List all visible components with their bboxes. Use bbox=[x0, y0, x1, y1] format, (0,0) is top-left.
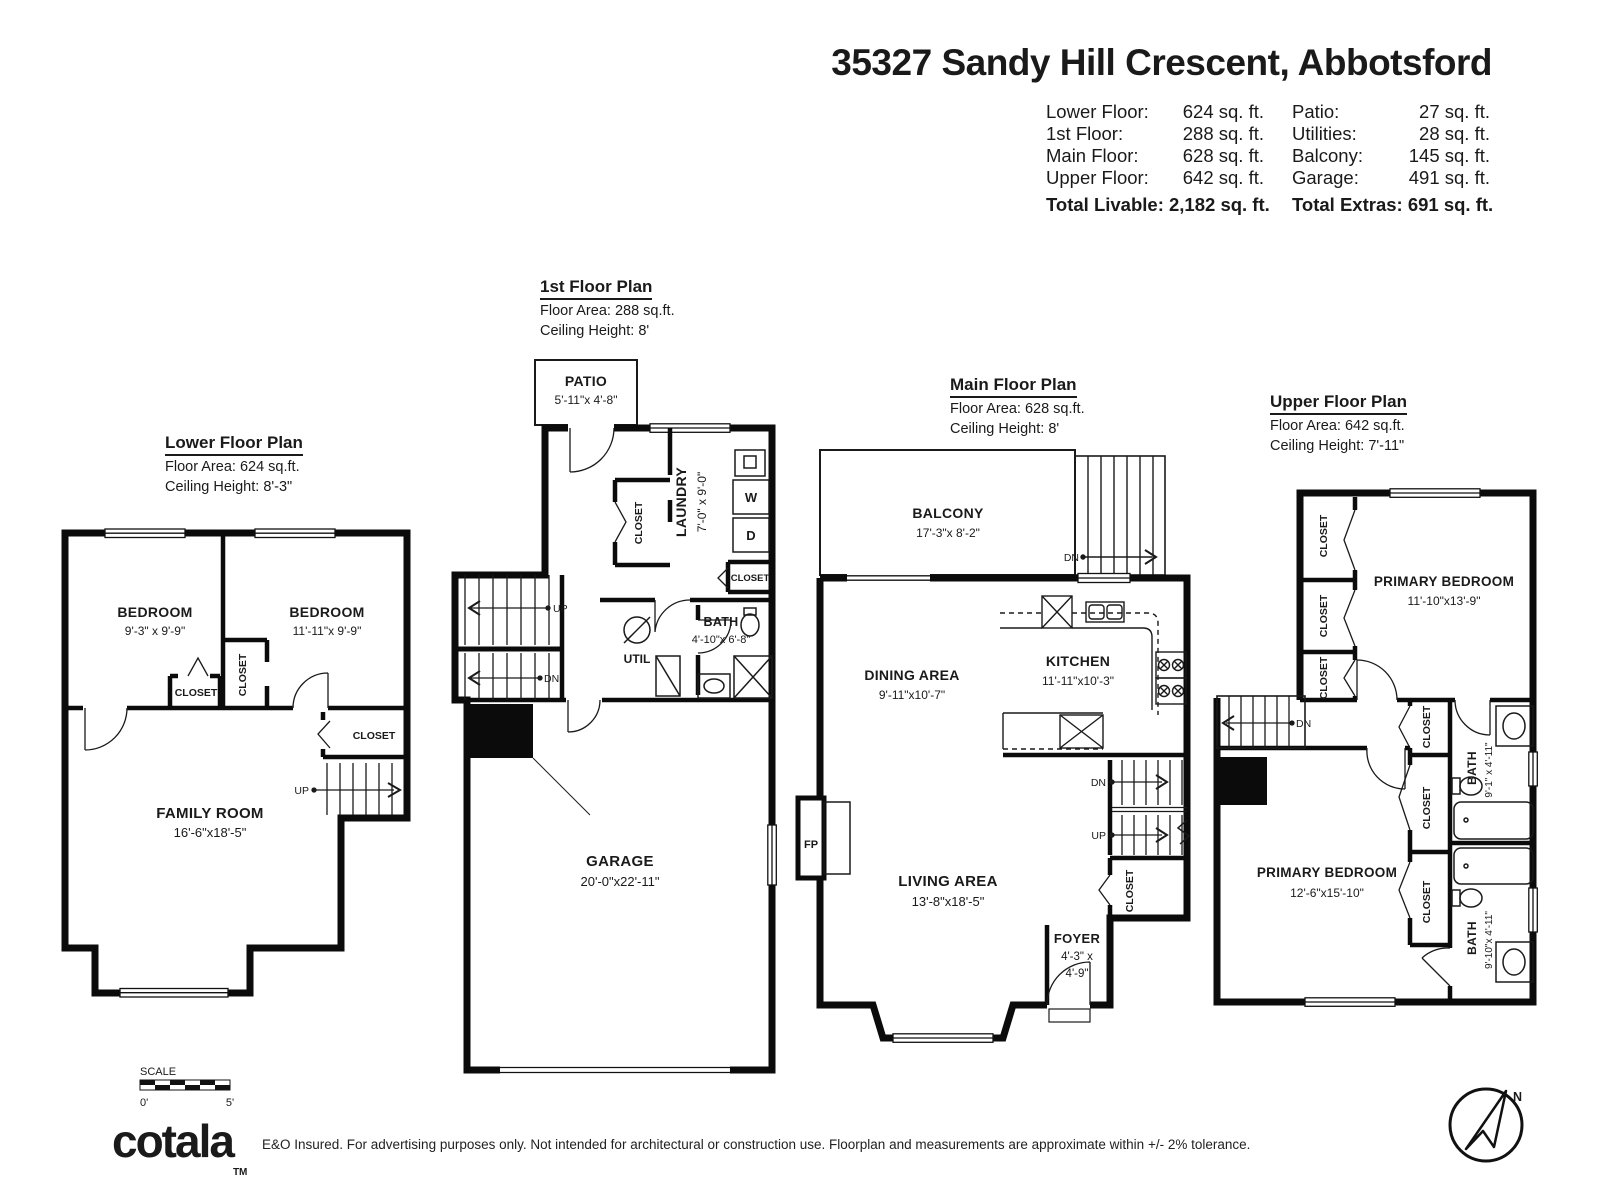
sink-icon bbox=[704, 679, 724, 693]
brand-logo bbox=[112, 1114, 247, 1178]
stat-label: Patio: bbox=[1292, 101, 1340, 122]
room-label: PRIMARY BEDROOM bbox=[1256, 865, 1398, 880]
closet-label: CLOSET bbox=[352, 730, 396, 742]
balcony-stairs bbox=[1075, 456, 1165, 575]
stat-value: 28 sq. ft. bbox=[1419, 123, 1490, 144]
upper-plan-area: Floor Area: 642 sq.ft. bbox=[1270, 418, 1405, 434]
room-dims: 9'-1" x 4'-11" bbox=[1484, 742, 1495, 798]
stat-row bbox=[1046, 101, 1264, 123]
room-label: BATH bbox=[1465, 921, 1479, 955]
lower-doors bbox=[85, 658, 330, 750]
wall-corner-block bbox=[467, 704, 533, 758]
stat-row bbox=[1292, 123, 1490, 145]
stat-row bbox=[1046, 167, 1264, 189]
scale-bar bbox=[135, 1064, 255, 1114]
toilet-icon bbox=[1460, 889, 1482, 907]
room-label: DINING AREA bbox=[864, 667, 960, 683]
upper-plan-ceiling: Ceiling Height: 7'-11" bbox=[1270, 438, 1405, 454]
room-dims: 9'-3" x 9'-9" bbox=[124, 624, 186, 638]
main-plan-title: Main Floor Plan bbox=[950, 375, 1077, 398]
stat-value: 288 sq. ft. bbox=[1182, 123, 1264, 144]
dryer-label: D bbox=[746, 528, 756, 543]
scale-label: SCALE bbox=[140, 1066, 177, 1078]
lower-floor-plan-drawing bbox=[60, 430, 420, 1010]
room-dims: 13'-8"x18'-5" bbox=[911, 894, 985, 909]
sink-icon bbox=[1503, 949, 1525, 975]
stat-label: 1st Floor: bbox=[1046, 123, 1124, 144]
closet-label: CLOSET bbox=[1318, 656, 1330, 700]
room-dims: 5'-11"x 4'-8" bbox=[554, 393, 618, 407]
laundry-sink bbox=[735, 450, 765, 476]
stat-value: 628 sq. ft. bbox=[1182, 145, 1264, 166]
room-label: KITCHEN bbox=[1045, 653, 1111, 669]
room-label: GARAGE bbox=[586, 853, 654, 870]
lower-plan-title: Lower Floor Plan bbox=[165, 433, 303, 456]
stairs-up-label: UP bbox=[1091, 830, 1106, 842]
lower-plan-area: Floor Area: 624 sq.ft. bbox=[165, 459, 300, 475]
upper-stairs bbox=[1217, 696, 1305, 748]
toilet-tank bbox=[1452, 890, 1460, 906]
kitchen-counters bbox=[1000, 596, 1186, 749]
lower-stairs-up bbox=[312, 763, 400, 815]
stairs-down-label: DN bbox=[544, 673, 560, 685]
closet-label: CLOSET bbox=[1124, 869, 1136, 913]
closet-label: CLOSET bbox=[1318, 514, 1330, 558]
washer-label: W bbox=[744, 490, 758, 505]
room-dims: 9'-11"x10'-7" bbox=[878, 688, 946, 702]
upper-floor-plan-drawing bbox=[1190, 390, 1540, 1015]
fireplace bbox=[798, 798, 850, 878]
room-dims: 4'-10"x 6'-8" bbox=[691, 634, 751, 646]
closet-label: CLOSET bbox=[237, 653, 249, 697]
toilet-icon bbox=[741, 614, 759, 636]
stat-row bbox=[1292, 145, 1490, 167]
room-dims: 9'-10"x 4'-11" bbox=[1484, 911, 1495, 969]
vanity bbox=[1496, 706, 1533, 746]
room-label: BALCONY bbox=[912, 505, 984, 521]
lower-plan-ceiling: Ceiling Height: 8'-3" bbox=[165, 479, 293, 495]
area-stats-right bbox=[1292, 101, 1490, 189]
wall-corner-block bbox=[1217, 757, 1267, 805]
main-plan-ceiling: Ceiling Height: 8' bbox=[950, 421, 1060, 437]
vanity bbox=[698, 674, 730, 698]
stairs-down-label: DN bbox=[1296, 718, 1312, 730]
total-extras: Total Extras: 691 sq. ft. bbox=[1292, 194, 1494, 215]
closet-label: CLOSET bbox=[174, 687, 218, 699]
stat-value: 27 sq. ft. bbox=[1419, 101, 1490, 122]
closet-label: CLOSET bbox=[633, 501, 645, 545]
room-dims: 11'-11"x 9'-9" bbox=[292, 624, 362, 638]
room-dims: 11'-10"x13'-9" bbox=[1407, 594, 1481, 608]
stairs-up-label: UP bbox=[294, 785, 309, 797]
room-dims: 4'-3" x bbox=[1061, 951, 1093, 963]
lower-outer-walls bbox=[65, 533, 407, 993]
page-title: 35327 Sandy Hill Crescent, Abbotsford bbox=[831, 42, 1492, 83]
closet-label: CLOSET bbox=[1421, 705, 1433, 749]
stat-label: Utilities: bbox=[1292, 123, 1357, 144]
toilet-tank bbox=[1452, 778, 1460, 794]
closet-label: CLOSET bbox=[1421, 786, 1433, 830]
room-label: FAMILY ROOM bbox=[156, 805, 264, 822]
corner-diagonal bbox=[533, 758, 590, 815]
room-dims: 20'-0"x22'-11" bbox=[580, 874, 660, 889]
disclaimer-text: E&O Insured. For advertising purposes only. Not intended for architectural or construction use. Floorplan and measurements are approximate within +/- 2% tolerance. bbox=[262, 1137, 1251, 1152]
stat-value: 145 sq. ft. bbox=[1408, 145, 1490, 166]
stat-label: Balcony: bbox=[1292, 145, 1363, 166]
stat-label: Lower Floor: bbox=[1046, 101, 1149, 122]
first-plan-area: Floor Area: 288 sq.ft. bbox=[540, 303, 675, 319]
stairs-down-label: DN bbox=[1063, 552, 1079, 564]
brand-trademark: TM bbox=[232, 1167, 248, 1178]
main-doors bbox=[1047, 875, 1110, 1022]
stat-label: Main Floor: bbox=[1046, 145, 1139, 166]
closet-label: CLOSET bbox=[1318, 594, 1330, 638]
room-label: BATH bbox=[703, 615, 739, 629]
fireplace-label: FP bbox=[803, 839, 819, 851]
stat-row bbox=[1046, 145, 1264, 167]
room-label: FOYER bbox=[1053, 931, 1101, 946]
util-label: UTIL bbox=[623, 652, 651, 666]
north-arrow-icon bbox=[1466, 1091, 1506, 1149]
stat-label: Upper Floor: bbox=[1046, 167, 1149, 188]
room-label: LAUNDRY bbox=[673, 466, 689, 538]
stairs-down-label: DN bbox=[1090, 777, 1106, 789]
upper-plan-title: Upper Floor Plan bbox=[1270, 392, 1407, 415]
room-label: BATH bbox=[1465, 751, 1479, 785]
room-label: PATIO bbox=[564, 373, 608, 389]
vanity bbox=[1496, 942, 1533, 982]
total-livable: Total Livable: 2,182 sq. ft. bbox=[1046, 194, 1270, 215]
scale-end: 5' bbox=[225, 1097, 235, 1109]
tub-icon bbox=[1454, 848, 1533, 884]
scale-start: 0' bbox=[140, 1097, 149, 1109]
stat-value: 642 sq. ft. bbox=[1182, 167, 1264, 188]
room-dims: 4'-9" bbox=[1065, 968, 1089, 980]
sink-icon bbox=[1503, 713, 1525, 739]
main-interior-walls bbox=[1003, 755, 1187, 1005]
stat-value: 624 sq. ft. bbox=[1182, 101, 1264, 122]
first-interior-walls bbox=[455, 428, 772, 700]
main-stairs bbox=[1110, 760, 1189, 855]
room-label: BEDROOM bbox=[289, 604, 365, 620]
area-stats-left bbox=[1046, 101, 1264, 189]
main-plan-area: Floor Area: 628 sq.ft. bbox=[950, 401, 1085, 417]
room-label: BEDROOM bbox=[117, 604, 193, 620]
stat-label: Garage: bbox=[1292, 167, 1359, 188]
stat-row bbox=[1046, 123, 1264, 145]
room-dims: 17'-3"x 8'-2" bbox=[916, 526, 980, 540]
brand-wordmark: cotala bbox=[112, 1115, 233, 1167]
north-label: N bbox=[1513, 1090, 1523, 1104]
lower-interior-walls bbox=[65, 533, 407, 757]
compass bbox=[1436, 1085, 1536, 1185]
room-dims: 16'-6"x18'-5" bbox=[173, 825, 247, 840]
closet-label: CLOSET bbox=[730, 573, 770, 584]
room-dims: 11'-11"x10'-3" bbox=[1041, 674, 1115, 688]
stairs-up-label: UP bbox=[553, 603, 568, 615]
room-label: LIVING AREA bbox=[898, 873, 998, 890]
door-opening bbox=[566, 696, 602, 705]
room-dims: 7'-0" x 9'-0" bbox=[695, 471, 709, 533]
first-plan-title: 1st Floor Plan bbox=[540, 277, 652, 300]
scale-bar-graphic bbox=[140, 1080, 230, 1090]
tub-icon bbox=[1454, 802, 1533, 839]
room-dims: 12'-6"x15'-10" bbox=[1290, 886, 1364, 900]
closet-label: CLOSET bbox=[1421, 880, 1433, 924]
room-label: PRIMARY BEDROOM bbox=[1373, 574, 1515, 589]
first-floor-plan-drawing bbox=[440, 270, 785, 1090]
lower-windows bbox=[105, 529, 335, 997]
main-floor-plan-drawing bbox=[790, 370, 1200, 1060]
stat-row bbox=[1292, 101, 1490, 123]
first-plan-ceiling: Ceiling Height: 8' bbox=[540, 323, 650, 339]
stat-row bbox=[1292, 167, 1490, 189]
stat-value: 491 sq. ft. bbox=[1408, 167, 1490, 188]
